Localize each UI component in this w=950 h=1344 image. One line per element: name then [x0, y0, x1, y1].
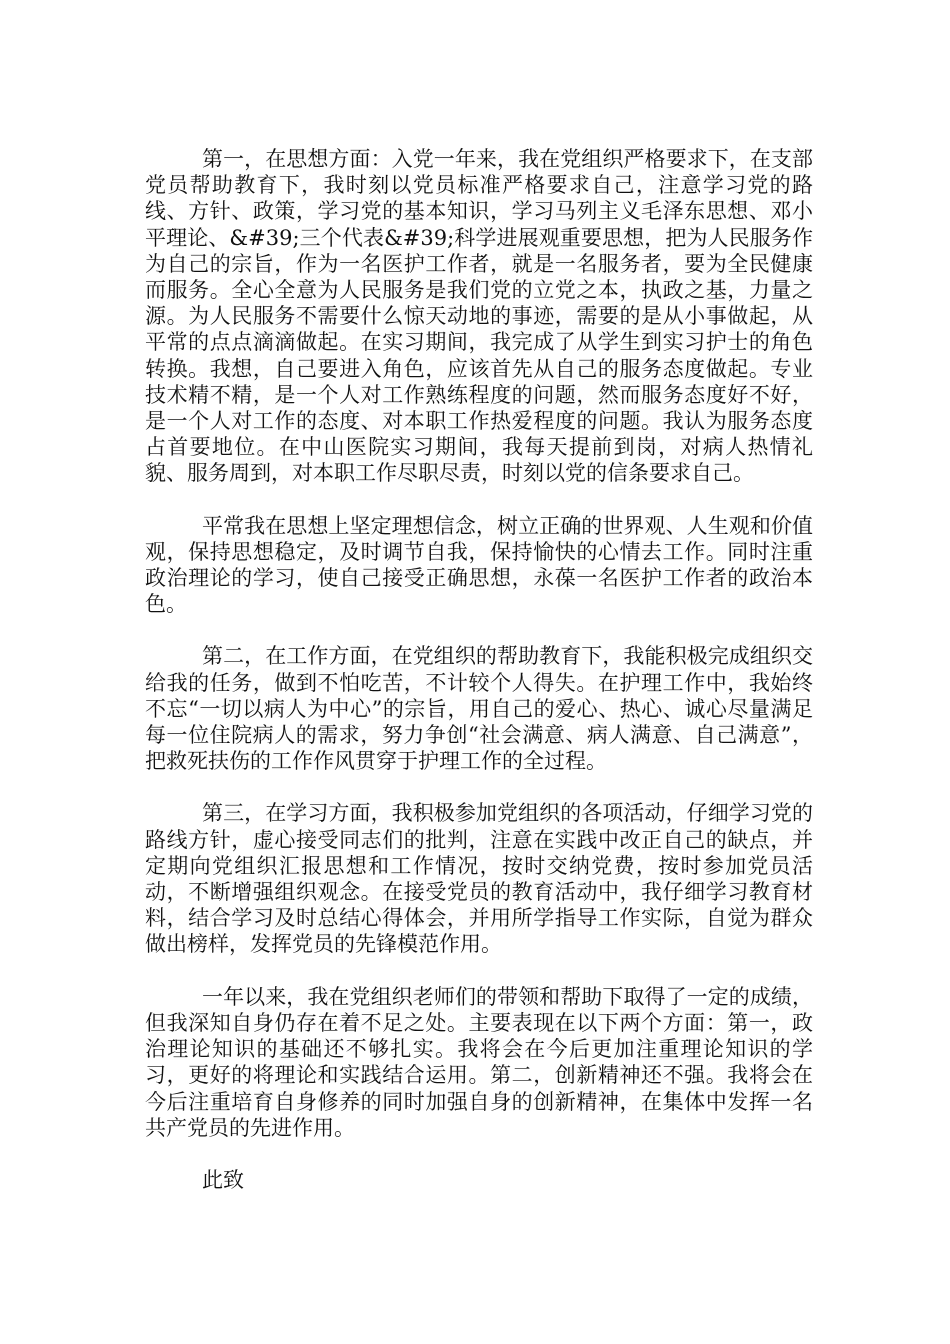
paragraph-summary: 一年以来，我在党组织老师们的带领和帮助下取得了一定的成绩，但我深知自身仍存在着不足之处。主要表现在以下两个方面：第一，政治理论知识的基础还不够扎实。我将会在今后更加注重理论知识的学习，更好的将理论和实践结合运用。第二，创新精神还不强。我将会在今后注重培育自身修养的同时加强自身的创新精神，在集体中发挥一名共产党员的先进作用。 — [145, 984, 813, 1140]
paragraph-study: 第三，在学习方面，我积极参加党组织的各项活动，仔细学习党的路线方针，虚心接受同志们的批判，注意在实践中改正自己的缺点，并定期向党组织汇报思想和工作情况，按时交纳党费，按时参加党员活动，不断增强组织观念。在接受党员的教育活动中，我仔细学习教育材料，结合学习及时总结心得体会，并用所学指导工作实际，自觉为群众做出榜样，发挥党员的先锋模范作用。 — [145, 801, 813, 957]
paragraph-thought: 第一，在思想方面：入党一年来，我在党组织严格要求下，在支部党员帮助教育下，我时刻以党员标准严格要求自己，注意学习党的路线、方针、政策，学习党的基本知识，学习马列主义毛泽东思想、邓小平理论、&#39;三个代表&#39;科学进展观重要思想，把为人民服务作为自己的宗旨，作为一名医护工作者，就是一名服务者，要为全民健康而服务。全心全意为人民服务是我们党的立党之本，执政之基，力量之源。为人民服务不需要什么惊天动地的事迹，需要的是从小事做起，从平常的点点滴滴做起。在实习期间，我完成了从学生到实习护士的角色转换。我想，自己要进入角色，应该首先从自己的服务态度做起。专业技术精不精，是一个人对工作熟练程度的问题，然而服务态度好不好，是一个人对工作的态度、对本职工作热爱程度的问题。我认为服务态度占首要地位。在中山医院实习期间，我每天提前到岗，对病人热情礼貌、服务周到，对本职工作尽职尽责，时刻以党的信条要求自己。 — [145, 147, 813, 486]
document-page — [145, 146, 813, 1193]
paragraph-ideals: 平常我在思想上坚定理想信念，树立正确的世界观、人生观和价值观，保持思想稳定，及时调节自我，保持愉快的心情去工作。同时注重政治理论的学习，使自己接受正确思想，永葆一名医护工作者的政治本色。 — [145, 513, 813, 617]
paragraph-work: 第二，在工作方面，在党组织的帮助教育下，我能积极完成组织交给我的任务，做到不怕吃苦，不计较个人得失。在护理工作中，我始终不忘“一切以病人为中心”的宗旨，用自己的爱心、热心、诚心尽量满足每一位住院病人的需求，努力争创“社会满意、病人满意、自己满意”，把救死扶伤的工作作风贯穿于护理工作的全过程。 — [145, 644, 813, 774]
closing-salutation: 此致 — [202, 1167, 244, 1192]
